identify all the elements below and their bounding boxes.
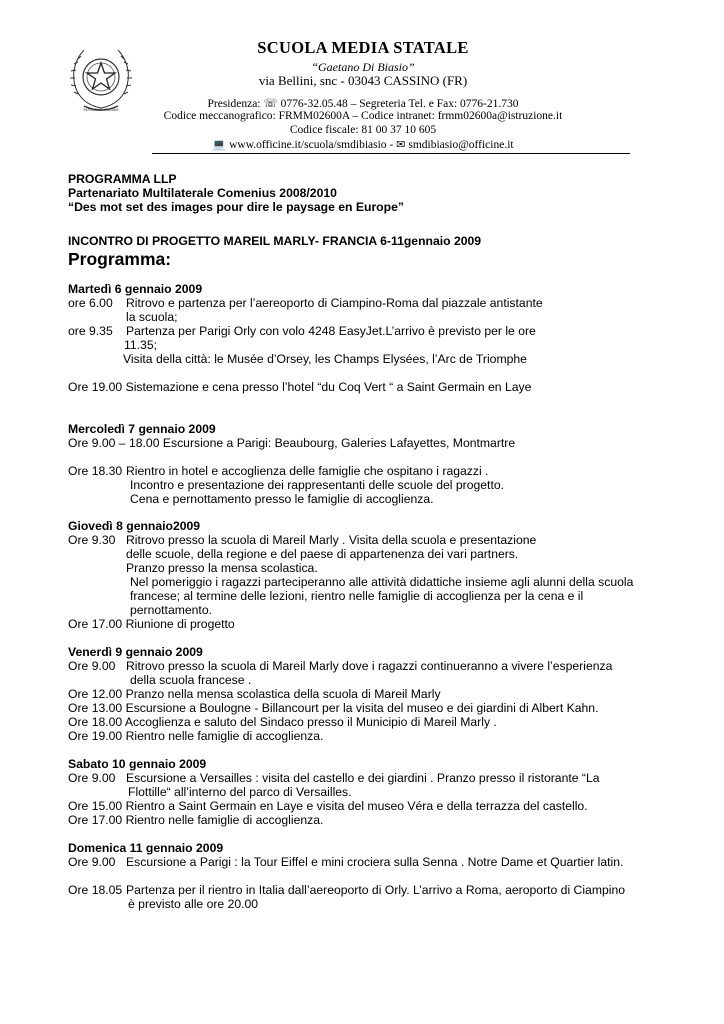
day3-entry2: Ore 17.00 Riunione di progetto	[68, 617, 235, 631]
partnership-heading: Partenariato Multilaterale Comenius 2008/2010	[68, 186, 337, 200]
programma-title: Programma:	[68, 249, 172, 269]
day2-entry2-cont1: Incontro e presentazione dei rappresentanti delle scuole del progetto.	[130, 478, 504, 492]
day2-entry1: Ore 9.00 – 18.00 Escursione a Parigi: Beaubourg, Galeries Lafayettes, Montmartre	[68, 436, 516, 450]
day1-title: Martedì 6 gennaio 2009	[68, 282, 203, 296]
day1-entry1: ore 6.00 Ritrovo e partenza per l’aereoporto di Ciampino-Roma dal piazzale antistante	[68, 296, 543, 310]
day3-entry1-cont1: delle scuole, della regione e del paese di appartenenza dei vari partners.	[126, 547, 519, 561]
day4-entry4: Ore 18.00 Accoglienza e saluto del Sindaco presso il Municipio di Mareil Marly .	[68, 715, 497, 729]
web-email-line	[148, 138, 578, 151]
email-link[interactable]: smdibiasio@officine.it	[408, 139, 514, 151]
day3-title: Giovedì 8 gennaio2009	[68, 519, 201, 533]
day6-title: Domenica 11 gennaio 2009	[68, 841, 224, 855]
day2-title: Mercoledì 7 gennaio 2009	[68, 422, 216, 436]
codes-line: Codice meccanografico: FRMM02600A – Codice intranet: frmm02600a@istruzione.it	[163, 110, 563, 122]
fiscal-code-line: Codice fiscale: 81 00 37 10 605	[289, 124, 437, 136]
day5-title: Sabato 10 gennaio 2009	[68, 757, 207, 771]
day3-entry1-cont5: pernottamento.	[130, 603, 212, 617]
day3-entry1-cont4: francese; al termine delle lezioni, rientro nelle famiglie di accoglienza per la cena e il	[130, 589, 584, 603]
day2-entry2: Ore 18.30 Rientro in hotel e accoglienza delle famiglie che ospitano i ragazzi .	[68, 464, 489, 478]
day5-entry1: Ore 9.00 Escursione a Versailles : visita del castello e dei giardini . Pranzo presso il ristorante “La	[68, 771, 600, 785]
day6-entry2: Ore 18.05 Partenza per il rientro in Italia dall’aereoporto di Orly. L’arrivo a Roma, aeroporto di Ciampino	[68, 883, 626, 897]
school-address: via Bellini, snc - 03043 CASSINO (FR)	[258, 73, 468, 88]
meeting-heading: INCONTRO DI PROGETTO MAREIL MARLY- FRANCIA 6-11gennaio 2009	[68, 234, 482, 248]
header-divider	[152, 153, 630, 154]
day1-entry2-visit: Visita della città: le Musée d’Orsey, les Champs Elysées, l’Arc de Triomphe	[123, 352, 527, 366]
project-title: “Des mot set des images pour dire le paysage en Europe”	[68, 200, 404, 214]
day4-entry2: Ore 12.00 Pranzo nella mensa scolastica della scuola di Mareil Marly	[68, 687, 441, 701]
day5-entry2: Ore 15.00 Rientro a Saint Germain en Laye e visita del museo Véra e della terrazza del castello.	[68, 799, 588, 813]
day1-entry2-cont: 11.35;	[124, 338, 157, 352]
day3-entry1-cont2: Pranzo presso la mensa scolastica.	[126, 561, 318, 575]
day4-entry3: Ore 13.00 Escursione a Boulogne - Billancourt per la visita del museo e dei giardini di Albert Kahn.	[68, 701, 599, 715]
day2-entry2-cont2: Cena e pernottamento presso le famiglie di accoglienza.	[130, 492, 434, 506]
programme-heading: PROGRAMMA LLP	[68, 172, 177, 186]
day6-entry1: Ore 9.00 Escursione a Parigi : la Tour Eiffel e mini crociera sulla Senna . Notre Dame et Quartier latin.	[68, 855, 624, 869]
website-link[interactable]: www.officine.it/scuola/smdibiasio	[229, 139, 387, 151]
day1-entry1-cont: la scuola;	[126, 310, 178, 324]
day5-entry3: Ore 17.00 Rientro nelle famiglie di accoglienza.	[68, 813, 324, 827]
phone-line: Presidenza: ☏ 0776-32.05.48 – Segreteria Tel. e Fax: 0776-21.730	[207, 98, 519, 110]
day1-entry3: Ore 19.00 Sistemazione e cena presso l’hotel “du Coq Vert “ a Saint Germain en Laye	[68, 380, 532, 394]
day3-entry1-cont3: Nel pomeriggio i ragazzi parteciperanno alle attività didattiche insieme agli alunni della scuola	[130, 575, 634, 589]
day5-entry1-cont: Flottille“ all’interno del parco di Versailles.	[128, 785, 352, 799]
envelope-icon: ✉	[396, 139, 406, 151]
svg-text:REPVBBLICA ITALIANA: REPVBBLICA ITALIANA	[83, 108, 119, 112]
school-subtitle: “Gaetano Di Biasio”	[311, 60, 415, 74]
day4-entry1-cont: della scuola francese .	[130, 673, 252, 687]
day4-entry1: Ore 9.00 Ritrovo presso la scuola di Mareil Marly dove i ragazzi continueranno a vivere l’esperienza	[68, 659, 613, 673]
computer-icon: 💻	[212, 139, 227, 151]
day3-entry1: Ore 9.30 Ritrovo presso la scuola di Mareil Marly . Visita della scuola e presentazione	[68, 533, 537, 547]
separator: -	[386, 139, 397, 151]
republic-emblem-icon	[68, 44, 134, 114]
day4-title: Venerdì 9 gennaio 2009	[68, 645, 203, 659]
day6-entry2-cont: è previsto alle ore 20.00	[128, 897, 259, 911]
school-name: SCUOLA MEDIA STATALE	[257, 38, 469, 57]
day4-entry5: Ore 19.00 Rientro nelle famiglie di accoglienza.	[68, 729, 324, 743]
day1-entry2: ore 9.35 Partenza per Parigi Orly con volo 4248 EasyJet.L’arrivo è previsto per le ore	[68, 324, 536, 338]
